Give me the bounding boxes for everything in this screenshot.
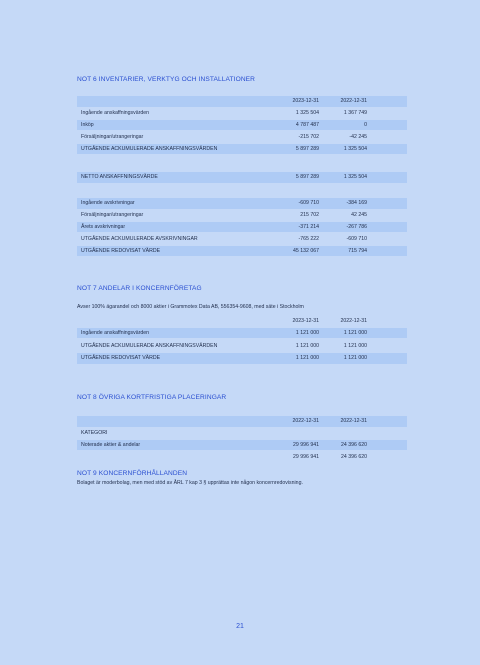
row-value-2023: 5 897 289 bbox=[295, 145, 319, 152]
row-value-2022: -42 245 bbox=[349, 133, 367, 140]
note6-header-row bbox=[77, 96, 407, 107]
table-row bbox=[77, 222, 407, 233]
col-2022-a: 2022-12-31 bbox=[292, 418, 319, 424]
note9-text: Bolaget är moderbolag, men med stöd av ÅRL 7 kap 3 § upprättas inte någon koncernredovisning. bbox=[77, 480, 303, 486]
col-2022-b: 2022-12-31 bbox=[340, 418, 367, 424]
table-row bbox=[77, 341, 407, 352]
table-row bbox=[77, 132, 407, 143]
table-row bbox=[77, 328, 407, 339]
row-value-2022: -384 169 bbox=[346, 200, 367, 206]
col-2023: 2023-12-31 bbox=[292, 318, 319, 324]
row-value-2022: 715 794 bbox=[348, 247, 367, 254]
note8-header-row bbox=[77, 416, 407, 427]
row-value-2022: -267 786 bbox=[346, 223, 367, 230]
table-row bbox=[77, 246, 407, 257]
table-row bbox=[77, 353, 407, 364]
note8-table bbox=[77, 416, 407, 464]
row-label: UTGÅENDE ACKUMULERADE ANSKAFFNINGSVÄRDEN bbox=[81, 145, 218, 152]
table-row bbox=[77, 120, 407, 131]
table-row bbox=[77, 172, 407, 183]
row-value-2023: 1 325 504 bbox=[295, 109, 319, 116]
note8-title: NOT 8 ÖVRIGA KORTFRISTIGA PLACERINGAR bbox=[77, 394, 227, 401]
note9-title: NOT 9 KONCERNFÖRHÅLLANDEN bbox=[77, 470, 188, 477]
row-value-2022-a: 29 996 941 bbox=[293, 441, 319, 448]
note7-table bbox=[77, 316, 407, 365]
note6-title: NOT 6 INVENTARIER, VERKTYG OCH INSTALLATIONER bbox=[77, 76, 256, 83]
row-value-2022-b: 24 396 620 bbox=[341, 441, 367, 448]
row-value-2022-b: 24 396 620 bbox=[341, 453, 367, 460]
row-label: UTGÅENDE REDOVISAT VÄRDE bbox=[81, 355, 161, 362]
row-value-2023: 4 787 487 bbox=[295, 121, 319, 128]
table-row-total bbox=[77, 452, 407, 463]
row-value-2022: 1 325 504 bbox=[343, 145, 367, 152]
note6-depreciation-table bbox=[77, 198, 407, 257]
row-label: Årets avskrivningar bbox=[81, 223, 126, 230]
table-row bbox=[77, 198, 407, 209]
note6-table bbox=[77, 96, 407, 155]
note6-netto-table bbox=[77, 172, 407, 184]
row-label: UTGÅENDE REDOVISAT VÄRDE bbox=[81, 247, 161, 254]
row-label: Ingående anskaffningsvärden bbox=[81, 109, 149, 116]
col-2022: 2022-12-31 bbox=[340, 318, 367, 324]
row-value-2022: 0 bbox=[364, 121, 367, 128]
row-value-2022: 1 367 749 bbox=[343, 109, 367, 116]
note8-category-row bbox=[77, 428, 407, 439]
row-value-2022: 1 325 504 bbox=[343, 174, 367, 180]
row-label: Ingående anskaffningsvärden bbox=[81, 329, 149, 336]
row-value-2023: -609 710 bbox=[298, 200, 319, 206]
row-value-2022: 1 121 000 bbox=[343, 355, 367, 362]
page-number: 21 bbox=[236, 623, 244, 630]
note7-header-row bbox=[77, 316, 407, 327]
row-value-2023: 1 121 000 bbox=[295, 355, 319, 362]
row-value-2022: 1 121 000 bbox=[343, 343, 367, 350]
col-2022: 2022-12-31 bbox=[340, 98, 367, 104]
row-label: UTGÅENDE ACKUMULERADE AVSKRIVNINGAR bbox=[81, 235, 198, 242]
row-value-2023: 215 702 bbox=[300, 211, 319, 218]
note7-title: NOT 7 ANDELAR I KONCERNFÖRETAG bbox=[77, 285, 202, 292]
col-2023: 2023-12-31 bbox=[292, 98, 319, 104]
row-label: UTGÅENDE ACKUMULERADE ANSKAFFNINGSVÄRDEN bbox=[81, 343, 218, 350]
row-label: Inköp bbox=[81, 121, 94, 128]
row-value-2023: 45 132 067 bbox=[293, 247, 319, 254]
row-value-2023: 1 121 000 bbox=[295, 329, 319, 336]
row-label: NETTO ANSKAFFNINGSVÄRDE bbox=[81, 174, 158, 180]
row-label: Ingående avskrivningar bbox=[81, 200, 135, 206]
row-value-2022: 42 245 bbox=[351, 211, 367, 218]
row-label: Försäljningar/utrangeringar bbox=[81, 133, 144, 140]
row-value-2022: -609 710 bbox=[346, 235, 367, 242]
note7-text: Avser 100% ägarandel och 8000 aktier i Grammotex Data AB, 556354-9608, med säte i Stockholm bbox=[77, 304, 304, 310]
row-value-2023: 5 897 289 bbox=[295, 174, 319, 180]
table-row bbox=[77, 108, 407, 119]
row-value-2023: -765 222 bbox=[298, 235, 319, 242]
row-value-2023: -371 214 bbox=[298, 223, 319, 230]
table-row bbox=[77, 440, 407, 451]
table-row bbox=[77, 144, 407, 155]
row-label: Försäljningar/utrangeringar bbox=[81, 211, 144, 218]
row-value-2023: 1 121 000 bbox=[295, 343, 319, 350]
row-value-2023: -215 702 bbox=[298, 133, 319, 140]
row-label: Noterade aktier & andelar bbox=[81, 441, 141, 448]
table-row bbox=[77, 234, 407, 245]
row-value-2022: 1 121 000 bbox=[343, 329, 367, 336]
table-row bbox=[77, 210, 407, 221]
row-value-2022-a: 29 996 941 bbox=[293, 453, 319, 460]
category-label: KATEGORI bbox=[81, 429, 108, 436]
